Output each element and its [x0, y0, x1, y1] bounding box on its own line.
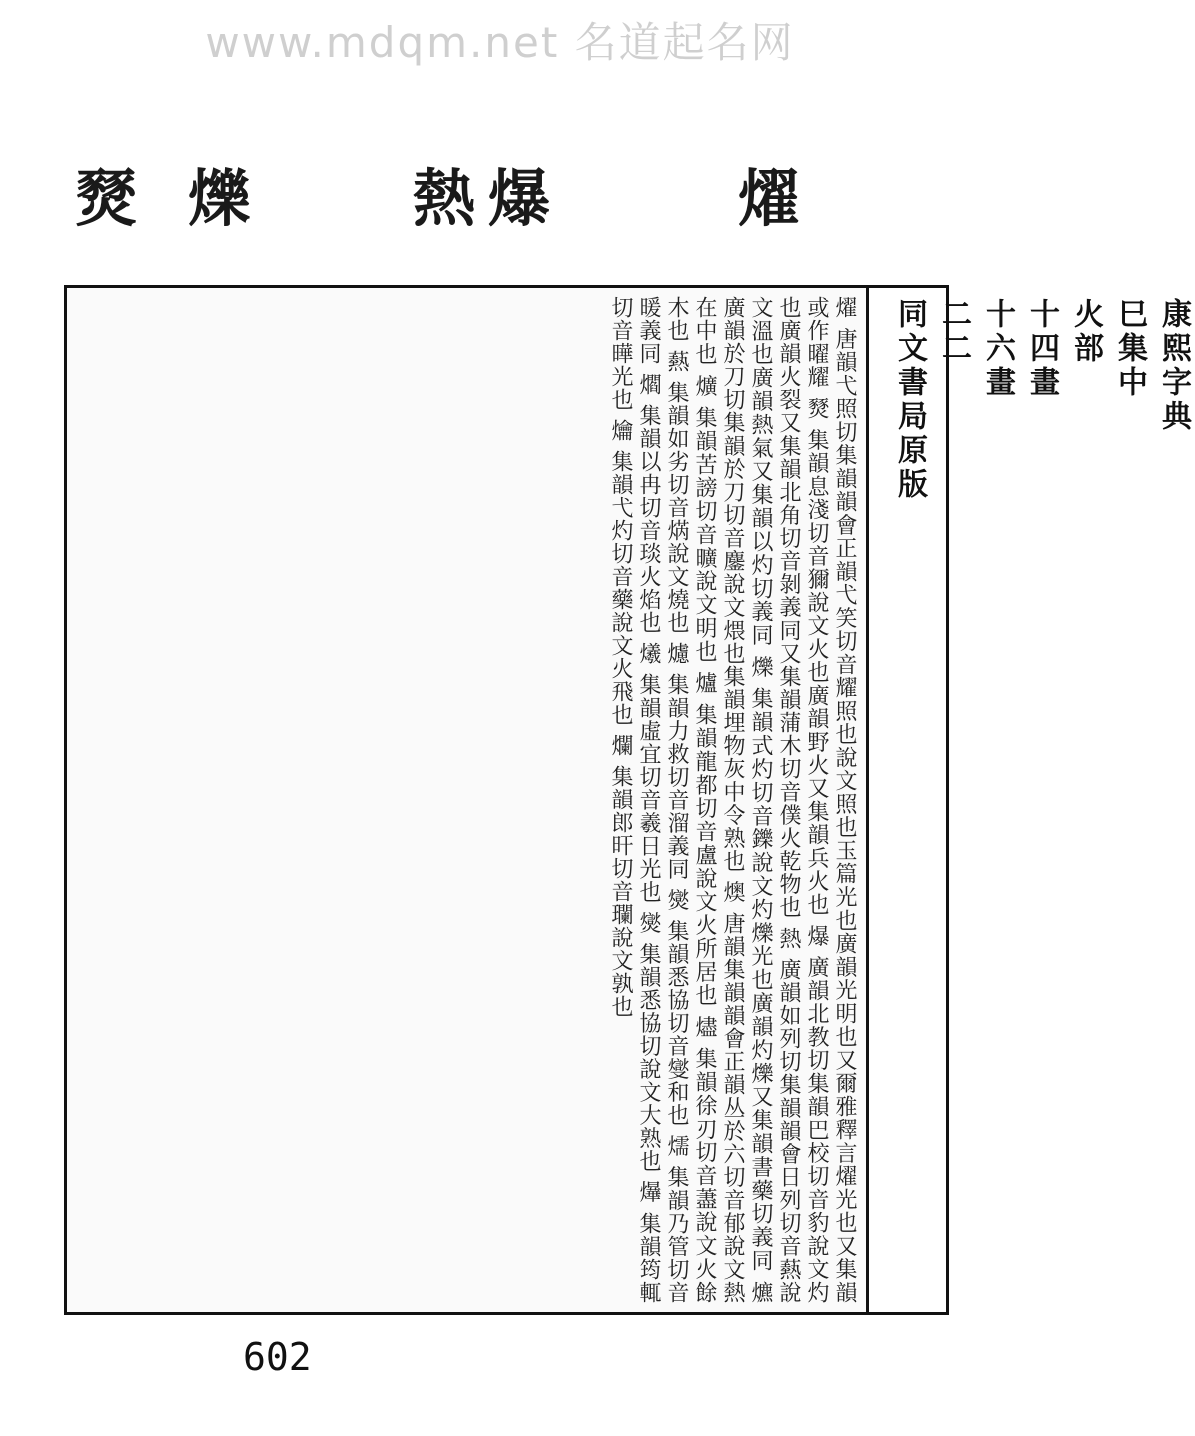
radical-label: 火部 — [1068, 298, 1103, 366]
seal-character-5: 燹 — [75, 162, 138, 235]
seal-character-1: 燿 — [738, 162, 801, 235]
strokes-label-a: 十四畫 — [1024, 298, 1059, 400]
page-header-column — [869, 285, 1191, 1315]
seal-character-4: 爍 — [188, 162, 251, 235]
strokes-label-b: 十六畫 — [980, 298, 1015, 400]
dictionary-page — [64, 285, 869, 1315]
page-header — [887, 298, 1195, 1298]
watermark: www.mdqm.net 名道起名网 — [205, 18, 795, 67]
volume-label: 巳集中 — [1112, 298, 1147, 400]
dictionary-body-text: 燿 唐韻弋照切集韻韻會正韻弋笑切音耀照也說文照也玉篇光也廣韻光明也又爾雅釋言燿光也又集韻或作曜耀 燹 集韻息淺切音獮說文火也廣韻野火又集韻兵火也 爆 廣韻北教切集韻巴校切音豹說文灼也廣韻火裂又集韻北角切音剝義同又集韻蒲木切音僕火乾物也 熱 廣韻如列切集韻韻會日列切音爇說文溫也廣韻熱氣又集韻以灼切義同 爍 集韻式灼切音鑠說文灼爍光也廣韻灼爍又集韻書藥切義同 爊 廣韻於刀切集韻於刀切音鏖說文煨也集韻埋物灰中令熟也 燠 唐韻集韻韻會正韻丛於六切音郁說文熱在中也 爌 集韻苦謗切音曠說文明也 爐 集韻龍都切音盧說文火所居也 燼 集韻徐刃切音藎說文火餘木也 爇 集韻如劣切音焫說文燒也 爈 集韻力救切音溜義同 爕 集韻悉協切音燮和也 燸 集韻乃管切音暖義同 爓 集韻以冉切音琰火焰也 爔 集韻虛宜切音羲日光也 爕 集韻悉協切說文大熟也 爗 集韻筠輒切音曄光也 爚 集韻弋灼切音藥說文火飛也 爛 集韻郎旰切音瓓說文孰也 — [608, 296, 857, 1304]
book-title: 康熙字典 — [1156, 298, 1191, 434]
seal-character-2: 爆 — [488, 162, 551, 235]
leaf-number: 二二 — [936, 298, 971, 366]
seal-character-3: 熱 — [413, 162, 476, 235]
publisher-label: 同文書局原版 — [892, 298, 927, 502]
page-number: 602 — [243, 1335, 312, 1379]
